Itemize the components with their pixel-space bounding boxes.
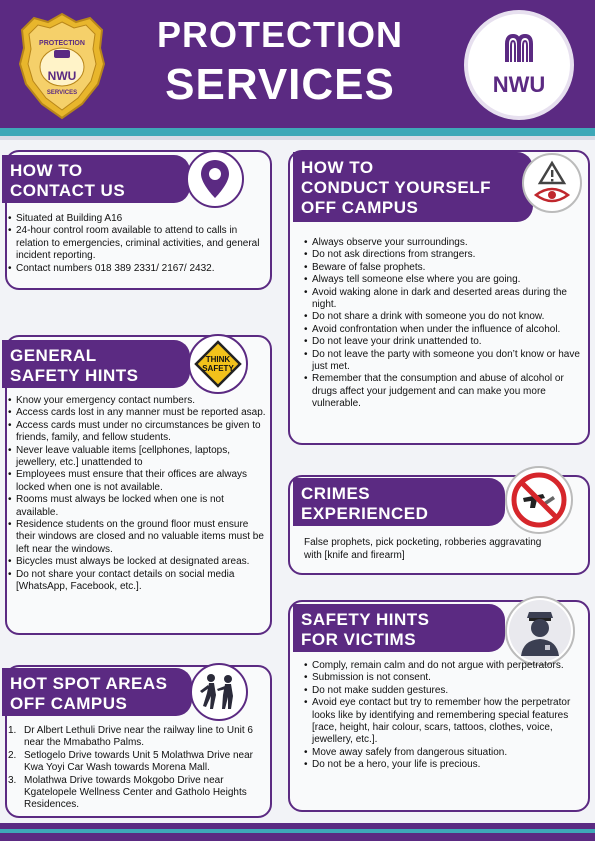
badge-top-text: PROTECTION xyxy=(39,40,85,47)
list-item: • Submission is not consent. xyxy=(304,672,586,684)
page-title-line1: PROTECTION xyxy=(156,14,403,55)
list-item: • Bicycles must always be locked at designated areas. xyxy=(8,556,266,568)
crimes-heading-line2: EXPERIENCED xyxy=(301,504,429,523)
list-item: • Avoid confrontation when under the influence of alcohol. xyxy=(304,324,584,336)
crimes-heading xyxy=(293,478,505,526)
list-item: • Rooms must always be locked when one is not available. xyxy=(8,494,266,519)
list-item: • Situated at Building A16 xyxy=(8,213,266,225)
list-item: • Never leave valuable items [cellphones, laptops, jewellery, etc.] unattended to xyxy=(8,445,266,470)
list-item: • Always tell someone else where you are going. xyxy=(304,274,584,286)
nwu-logo xyxy=(464,10,574,120)
hotspot-list xyxy=(8,725,270,812)
list-item: • Know your emergency contact numbers. xyxy=(8,395,266,407)
protection-services-badge-icon xyxy=(18,12,106,120)
location-pin-icon xyxy=(186,150,244,208)
list-item: • 24-hour control room available to attend to calls in relation to emergencies, criminal activities, and general incident reporting. xyxy=(8,225,266,262)
list-item: 3. Molathwa Drive towards Mokgobo Drive near Kgatelopele Wellness Center and Gatholo Heights Residences. xyxy=(8,774,247,811)
contact-heading-line1: HOW TO xyxy=(10,161,83,180)
hotspot-heading-line2: OFF CAMPUS xyxy=(10,694,128,713)
list-item: • Remember that the consumption and abuse of alcohol or drugs affect your judgement and can make you more vulnerable. xyxy=(304,373,584,410)
general-safety-list xyxy=(8,395,266,594)
hotspot-item-text: Dr Albert Lethuli Drive near the railway line to Unit 6 near the Mmabatho Palms. xyxy=(24,725,253,749)
contact-heading xyxy=(2,155,190,203)
victims-heading-line1: SAFETY HINTS xyxy=(301,610,430,629)
contact-list xyxy=(8,213,266,275)
crimes-text: False prophets, pick pocketing, robberies aggravating with [knife and firearm] xyxy=(304,537,542,561)
list-item: 1. Dr Albert Lethuli Drive near the railway line to Unit 6 near the Mmabatho Palms. xyxy=(8,725,253,749)
hotspot-item-text: Molathwa Drive towards Mokgobo Drive near Kgatelopele Wellness Center and Gatholo Heights Residences. xyxy=(24,774,247,811)
hotspot-heading-line1: HOT SPOT AREAS xyxy=(10,674,168,693)
list-item: • Employees must ensure that their offices are always locked when one is not available. xyxy=(8,469,266,494)
page-title-line2: SERVICES xyxy=(165,60,395,109)
footer-band-bottom xyxy=(0,833,595,841)
conduct-list xyxy=(304,237,584,411)
general-safety-heading xyxy=(2,340,190,388)
list-item: • Avoid waking alone in dark and deserted areas during the night. xyxy=(304,287,584,312)
list-item: • Access cards must under no circumstances be given to friends, family, and fellow students. xyxy=(8,420,266,445)
list-item: • Avoid eye contact but try to remember how the perpetrator looks like by identifying and remembering special features [race, height, hair colour, scars, tattoos, clothes, voice, jewellery, etc.]. xyxy=(304,697,586,747)
victims-list xyxy=(304,660,586,772)
general-heading-line1: GENERAL xyxy=(10,346,97,365)
nwu-emblem-icon xyxy=(501,32,537,68)
list-item: • Do not ask directions from strangers. xyxy=(304,249,584,261)
list-item: • Do not make sudden gestures. xyxy=(304,685,586,697)
list-item: • Do not share your contact details on social media [WhatsApp, Facebook, etc.]. xyxy=(8,569,266,594)
list-item: • Do not leave the party with someone you don’t know or have just met. xyxy=(304,349,584,374)
sign-line2: SAFETY xyxy=(202,364,234,373)
list-item: • Do not share a drink with someone you do not know. xyxy=(304,311,584,323)
crimes-heading-line1: CRIMES xyxy=(301,484,371,503)
list-item: • Contact numbers 018 389 2331/ 2167/ 2432. xyxy=(8,263,266,275)
list-item: • Residence students on the ground floor must ensure their windows are closed and no valuable items must be left near the windows. xyxy=(8,519,266,556)
robbery-figures-icon xyxy=(190,663,248,721)
think-safety-sign-icon xyxy=(188,334,248,394)
list-item: 2. Setlogelo Drive towards Unit 5 Molathwa Drive near Kwa Yoyi Car Wash towards Morena Mall. xyxy=(8,749,253,774)
conduct-heading-line1: HOW TO xyxy=(301,158,374,177)
hotspot-heading xyxy=(2,668,192,716)
victims-heading xyxy=(293,604,505,652)
list-item: • Do not be a hero, your life is precious. xyxy=(304,759,586,771)
warning-eye-icon xyxy=(522,153,582,213)
conduct-heading xyxy=(293,152,533,222)
list-item: • Beware of false prophets. xyxy=(304,262,584,274)
list-item: • Access cards lost in any manner must be reported asap. xyxy=(8,407,266,419)
general-heading-line2: SAFETY HINTS xyxy=(10,366,139,385)
badge-center-text: NWU xyxy=(47,69,77,83)
list-item: • Always observe your surroundings. xyxy=(304,237,584,249)
contact-heading-line2: CONTACT US xyxy=(10,181,126,200)
list-item: • Do not leave your drink unattended to. xyxy=(304,336,584,348)
security-officer-icon xyxy=(505,596,575,666)
header-divider-light xyxy=(0,136,595,140)
nwu-logo-text: NWU xyxy=(492,72,546,97)
badge-bottom-text: SERVICES xyxy=(46,90,78,96)
sign-line1: THINK xyxy=(205,355,231,364)
hotspot-item-text: Setlogelo Drive towards Unit 5 Molathwa Drive near Kwa Yoyi Car Wash towards Morena Mall. xyxy=(24,749,253,774)
no-weapons-icon xyxy=(505,466,573,534)
header-divider xyxy=(0,128,595,136)
conduct-heading-line3: OFF CAMPUS xyxy=(301,198,419,217)
list-item: • Comply, remain calm and do not argue with perpetrators. xyxy=(304,660,586,672)
conduct-heading-line2: CONDUCT YOURSELF xyxy=(301,178,491,197)
victims-heading-line2: FOR VICTIMS xyxy=(301,630,417,649)
list-item: • Move away safely from dangerous situation. xyxy=(304,747,586,759)
